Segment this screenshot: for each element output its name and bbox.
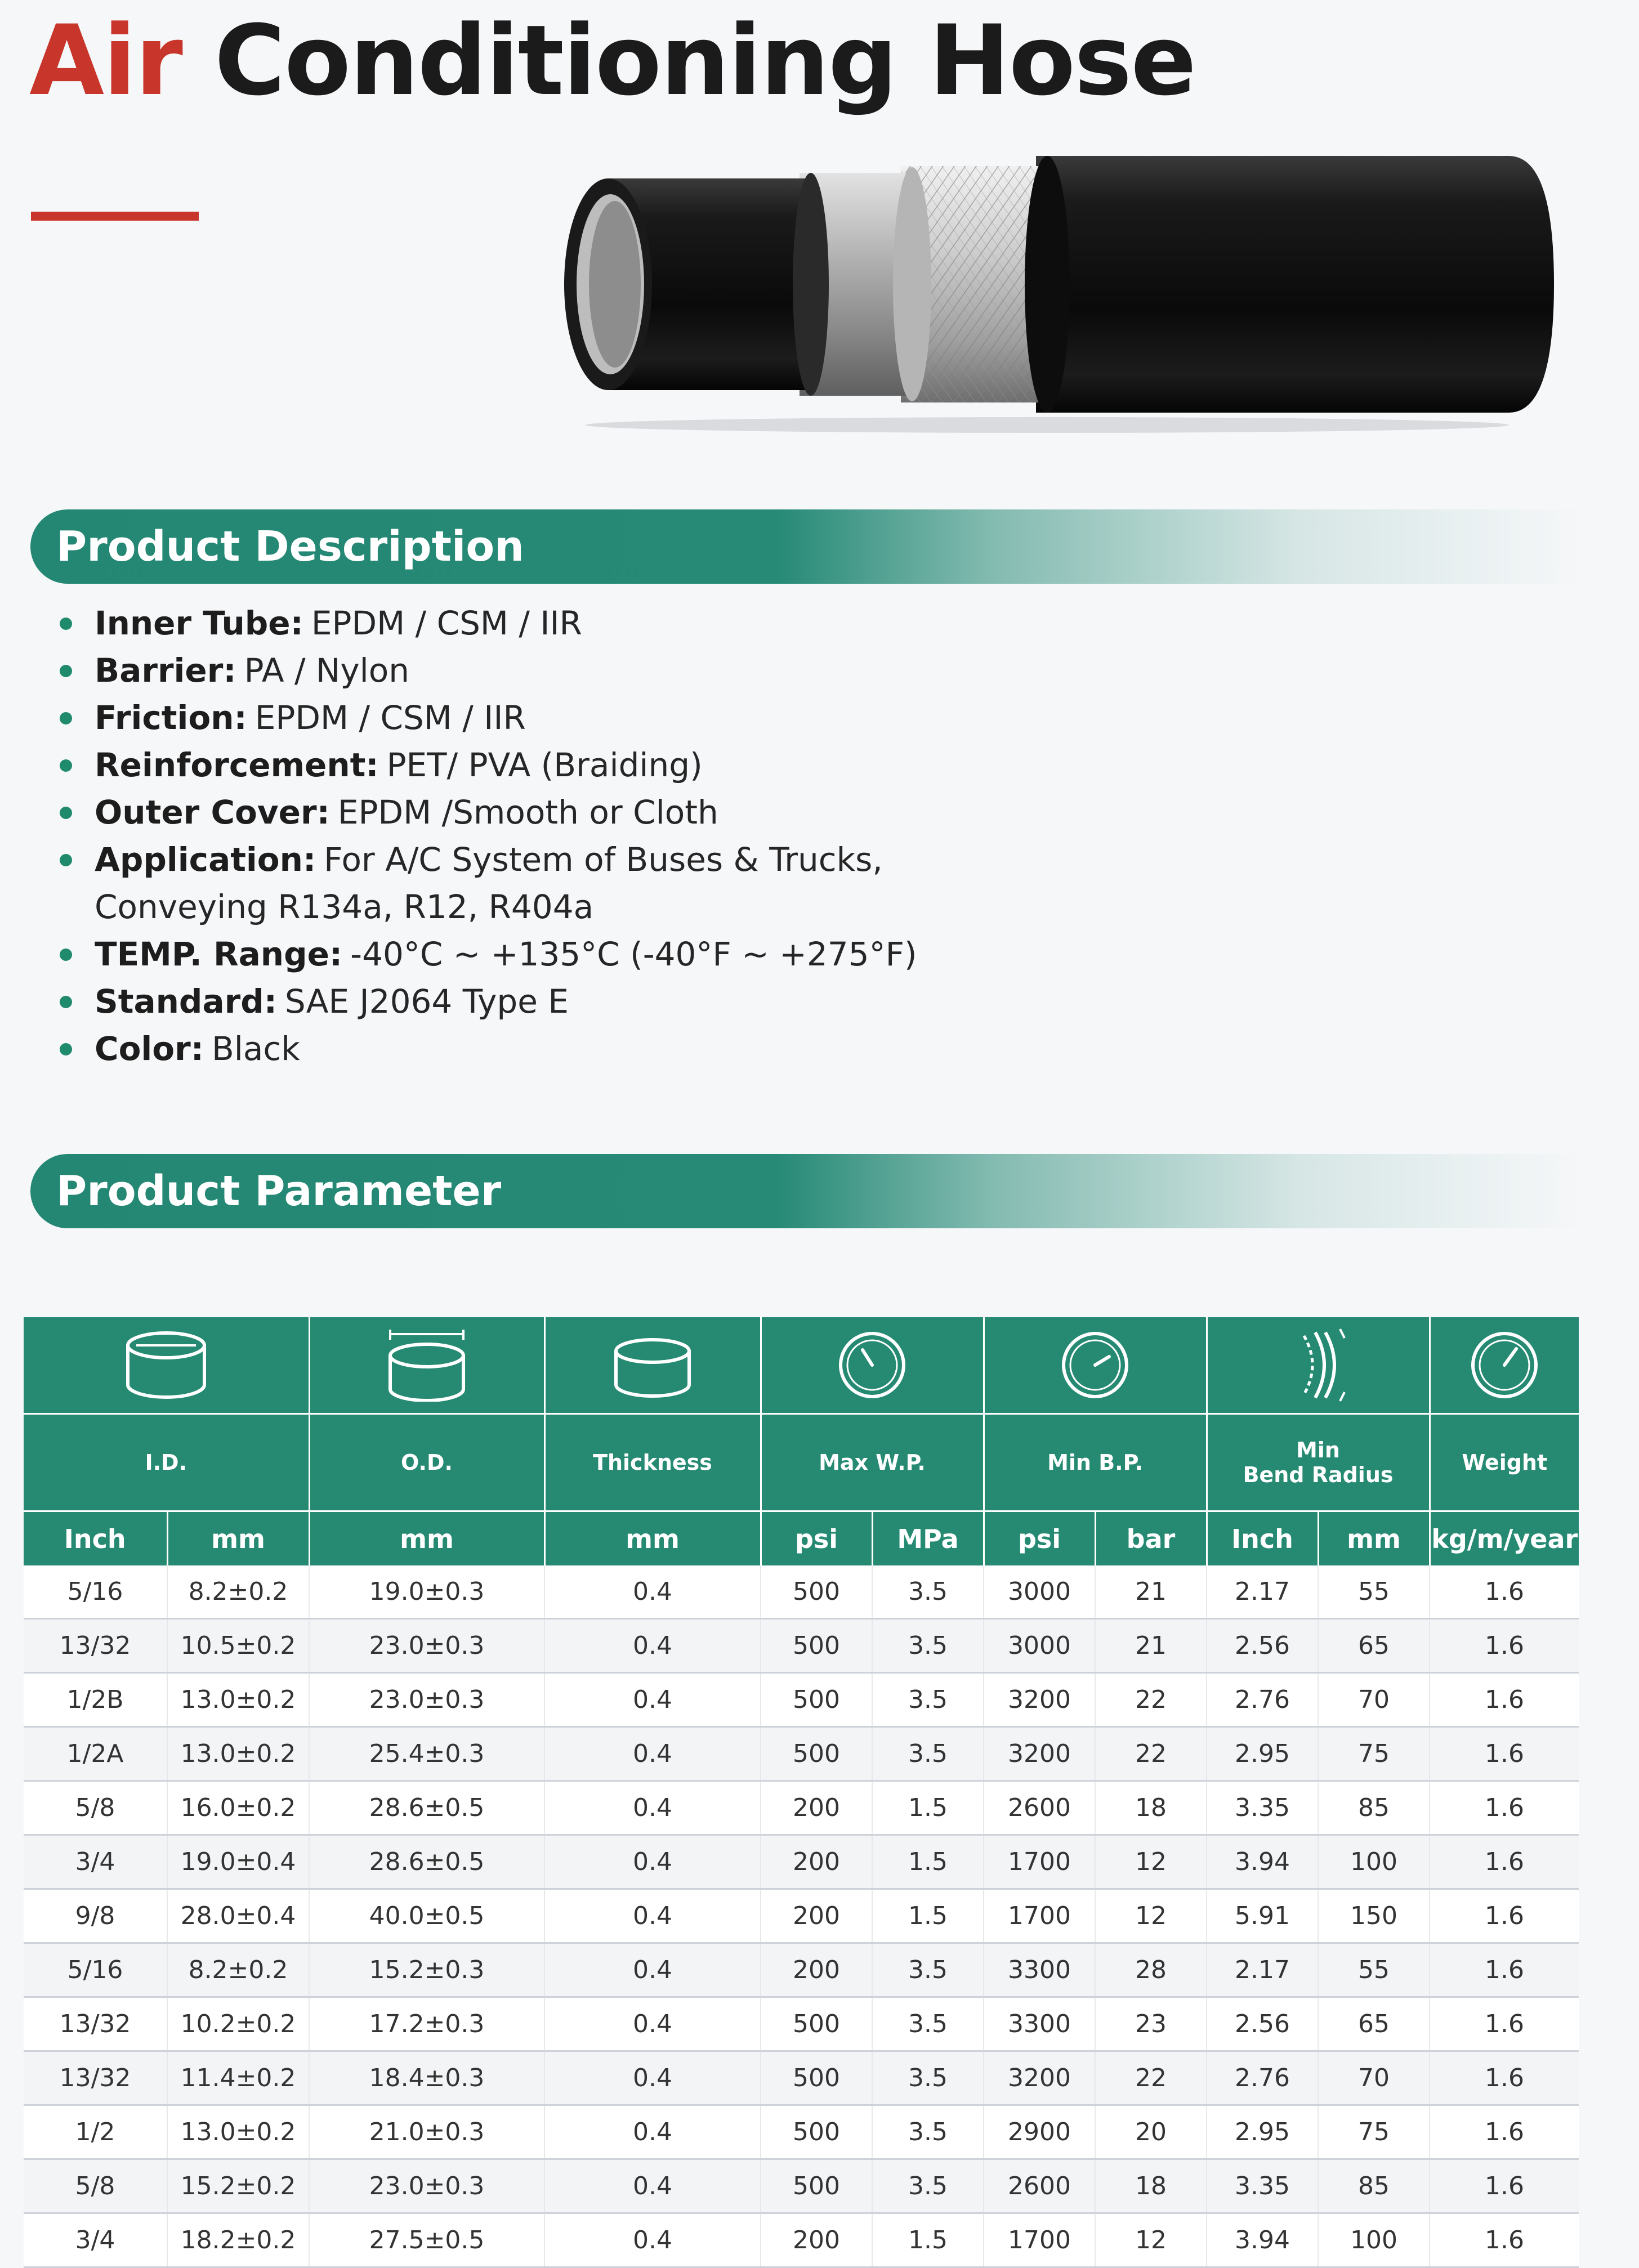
table-cell: 0.4 (544, 1835, 761, 1889)
table-cell: 5.91 (1207, 1889, 1318, 1943)
table-cell: 55 (1318, 1943, 1430, 1997)
list-item (56, 647, 1520, 694)
table-cell: 150 (1318, 1889, 1430, 1943)
table-cell: 18.2±0.2 (167, 2213, 309, 2267)
table-cell: 12 (1095, 1889, 1207, 1943)
bullet-icon (60, 1043, 72, 1055)
table-cell: 13/32 (24, 2051, 167, 2105)
table-cell: 3.35 (1207, 1781, 1318, 1835)
table-cell: 500 (761, 2105, 872, 2159)
item-label: Outer Cover: (95, 793, 330, 831)
table-row (24, 1781, 1579, 1835)
table-cell: 1.5 (872, 2213, 984, 2267)
table-cell: 200 (761, 2213, 872, 2267)
list-item (56, 694, 1520, 741)
table-cell: 22 (1095, 1727, 1207, 1781)
table-cell: 1.6 (1430, 1619, 1579, 1673)
item-label: TEMP. Range: (95, 935, 343, 973)
table-cell: 2.76 (1207, 2051, 1318, 2105)
table-cell: 1.5 (872, 1889, 984, 1943)
table-cell: 1/2B (24, 1673, 167, 1727)
unit-header: Inch (24, 1511, 167, 1566)
table-cell: 1.6 (1430, 1565, 1579, 1619)
table-cell: 10.5±0.2 (167, 1619, 309, 1673)
table-row (24, 1673, 1579, 1727)
table-cell: 200 (761, 1943, 872, 1997)
table-cell: 21.0±0.3 (309, 2105, 544, 2159)
unit-header: Inch (1207, 1511, 1318, 1566)
table-row (24, 2105, 1579, 2159)
table-cell: 12 (1095, 1835, 1207, 1889)
table-cell: 28.6±0.5 (309, 1835, 544, 1889)
table-cell: 65 (1318, 1619, 1430, 1673)
item-value: Black (211, 1030, 300, 1068)
table-cell: 23.0±0.3 (309, 1619, 544, 1673)
table-cell: 85 (1318, 2159, 1430, 2213)
table-cell: 500 (761, 1727, 872, 1781)
table-cell: 75 (1318, 1727, 1430, 1781)
section-banner-parameter (30, 1154, 1584, 1228)
table-cell: 1.6 (1430, 1727, 1579, 1781)
table-cell: 1.6 (1430, 1943, 1579, 1997)
table-cell: 13.0±0.2 (167, 2105, 309, 2159)
table-cell: 5/16 (24, 1943, 167, 1997)
item-label: Standard: (95, 982, 277, 1021)
title-main: Conditioning Hose (214, 4, 1196, 117)
table-cell: 1/2 (24, 2105, 167, 2159)
table-cell: 3/4 (24, 1835, 167, 1889)
table-row (24, 1835, 1579, 1889)
table-cell: 3000 (984, 1619, 1095, 1673)
title-accent: Air (29, 4, 182, 117)
table-cell: 500 (761, 1565, 872, 1619)
table-cell: 1700 (984, 1889, 1095, 1943)
table-cell: 3200 (984, 1727, 1095, 1781)
list-item (56, 931, 1520, 978)
table-cell: 1/2A (24, 1727, 167, 1781)
table-cell: 3.94 (1207, 1835, 1318, 1889)
table-cell: 1700 (984, 2213, 1095, 2267)
item-value: SAE J2064 Type E (284, 982, 569, 1021)
table-cell: 28.6±0.5 (309, 1781, 544, 1835)
list-item (56, 741, 1520, 789)
table-cell: 0.4 (544, 2159, 761, 2213)
table-cell: 3.94 (1207, 2213, 1318, 2267)
table-cell: 500 (761, 1997, 872, 2051)
table-cell: 5/8 (24, 2159, 167, 2213)
table-cell: 27.5±0.5 (309, 2213, 544, 2267)
table-cell: 500 (761, 2159, 872, 2213)
table-cell: 2900 (984, 2105, 1095, 2159)
table-cell: 1.6 (1430, 1835, 1579, 1889)
parameter-table (24, 1317, 1579, 2268)
table-cell: 1700 (984, 1835, 1095, 1889)
table-cell: 1.6 (1430, 2051, 1579, 2105)
wp-icon-cell (761, 1317, 984, 1414)
bend-icon-cell (1207, 1317, 1430, 1414)
table-cell: 3000 (984, 1565, 1095, 1619)
table-unit-header-row (24, 1511, 1579, 1566)
table-cell: 75 (1318, 2105, 1430, 2159)
bullet-icon (60, 854, 72, 866)
item-label: Friction: (95, 699, 247, 737)
table-row (24, 2159, 1579, 2213)
table-cell: 0.4 (544, 1781, 761, 1835)
list-item (56, 600, 1520, 647)
table-cell: 200 (761, 1889, 872, 1943)
table-cell: 5/8 (24, 1781, 167, 1835)
table-cell: 100 (1318, 2213, 1430, 2267)
table-cell: 65 (1318, 1997, 1430, 2051)
thickness-icon-cell (544, 1317, 761, 1414)
page-title (29, 5, 1195, 117)
table-cell: 2.17 (1207, 1943, 1318, 1997)
table-cell: 1.6 (1430, 1781, 1579, 1835)
table-cell: 16.0±0.2 (167, 1781, 309, 1835)
table-cell: 8.2±0.2 (167, 1943, 309, 1997)
table-cell: 55 (1318, 1565, 1430, 1619)
table-cell: 2.95 (1207, 1727, 1318, 1781)
table-cell: 2.56 (1207, 1997, 1318, 2051)
bullet-icon (60, 996, 72, 1008)
table-cell: 3.5 (872, 1997, 984, 2051)
bullet-icon (60, 665, 72, 677)
header-min-bp: Min B.P. (984, 1414, 1207, 1511)
table-cell: 19.0±0.4 (167, 1835, 309, 1889)
bp-icon-cell (984, 1317, 1207, 1414)
table-cell: 2.56 (1207, 1619, 1318, 1673)
table-cell: 200 (761, 1835, 872, 1889)
table-row (24, 2051, 1579, 2105)
bend-radius-icon (1281, 1326, 1355, 1404)
unit-header: psi (761, 1511, 872, 1566)
table-cell: 21 (1095, 1565, 1207, 1619)
table-cell: 22 (1095, 1673, 1207, 1727)
table-cell: 0.4 (544, 2105, 761, 2159)
table-cell: 2600 (984, 1781, 1095, 1835)
item-label: Color: (95, 1030, 204, 1068)
list-item (56, 789, 1520, 836)
item-value-continuation: Conveying R134a, R12, R404a (95, 888, 594, 926)
table-cell: 3.5 (872, 1673, 984, 1727)
table-cell: 0.4 (544, 1997, 761, 2051)
table-cell: 2.95 (1207, 2105, 1318, 2159)
table-cell: 15.2±0.2 (167, 2159, 309, 2213)
table-row (24, 1997, 1579, 2051)
table-cell: 13.0±0.2 (167, 1673, 309, 1727)
table-cell: 23 (1095, 1997, 1207, 2051)
table-cell: 1.6 (1430, 1889, 1579, 1943)
table-cell: 0.4 (544, 1619, 761, 1673)
section-banner-description (30, 509, 1584, 584)
header-max-wp: Max W.P. (761, 1414, 984, 1511)
unit-header: mm (309, 1511, 544, 1566)
unit-header: mm (167, 1511, 309, 1566)
table-cell: 9/8 (24, 1889, 167, 1943)
table-cell: 1.6 (1430, 2105, 1579, 2159)
table-cell: 85 (1318, 1781, 1430, 1835)
table-cell: 12 (1095, 2213, 1207, 2267)
header-bend-radius-label: Bend Radius (1243, 1462, 1394, 1487)
item-label: Inner Tube: (95, 604, 303, 642)
table-cell: 22 (1095, 2051, 1207, 2105)
table-cell: 11.4±0.2 (167, 2051, 309, 2105)
table-cell: 28.0±0.4 (167, 1889, 309, 1943)
item-value: -40°C ~ +135°C (-40°F ~ +275°F) (350, 935, 917, 973)
title-underline (31, 212, 199, 221)
table-cell: 3.5 (872, 2105, 984, 2159)
weight-icon-cell (1430, 1317, 1579, 1414)
table-cell: 0.4 (544, 1673, 761, 1727)
table-cell: 3.35 (1207, 2159, 1318, 2213)
unit-header: kg/m/year (1430, 1511, 1579, 1566)
table-cell: 20 (1095, 2105, 1207, 2159)
table-cell: 500 (761, 1673, 872, 1727)
table-cell: 500 (761, 1619, 872, 1673)
list-item (56, 1025, 1520, 1072)
bullet-icon (60, 712, 72, 724)
table-cell: 2.17 (1207, 1565, 1318, 1619)
thickness-cylinder-icon (610, 1328, 695, 1402)
id-icon-cell (24, 1317, 309, 1414)
table-row (24, 1727, 1579, 1781)
table-cell: 70 (1318, 1673, 1430, 1727)
description-list (56, 600, 1520, 1072)
header-id: I.D. (24, 1414, 309, 1511)
table-row (24, 1943, 1579, 1997)
table-row (24, 1889, 1579, 1943)
item-value: EPDM / CSM / IIR (311, 604, 582, 642)
table-cell: 0.4 (544, 2213, 761, 2267)
bullet-icon (60, 807, 72, 819)
table-cell: 3.5 (872, 1565, 984, 1619)
table-cell: 1.6 (1430, 1997, 1579, 2051)
section-title-description: Product Description (56, 522, 524, 571)
item-value: EPDM /Smooth or Cloth (337, 793, 718, 831)
unit-header: mm (1318, 1511, 1430, 1566)
table-cell: 2600 (984, 2159, 1095, 2213)
table-cell: 3.5 (872, 2051, 984, 2105)
table-cell: 23.0±0.3 (309, 1673, 544, 1727)
table-cell: 0.4 (544, 1727, 761, 1781)
item-label: Reinforcement: (95, 746, 379, 784)
table-cell: 18 (1095, 1781, 1207, 1835)
table-cell: 40.0±0.5 (309, 1889, 544, 1943)
table-cell: 200 (761, 1781, 872, 1835)
item-value: PET/ PVA (Braiding) (386, 746, 703, 784)
table-cell: 3200 (984, 1673, 1095, 1727)
table-cell: 1.6 (1430, 1673, 1579, 1727)
table-cell: 70 (1318, 2051, 1430, 2105)
od-icon-cell (309, 1317, 544, 1414)
header-weight: Weight (1430, 1414, 1579, 1511)
table-cell: 25.4±0.3 (309, 1727, 544, 1781)
table-cell: 5/16 (24, 1565, 167, 1619)
unit-header: bar (1095, 1511, 1207, 1566)
table-cell: 3200 (984, 2051, 1095, 2105)
table-cell: 19.0±0.3 (309, 1565, 544, 1619)
table-cell: 17.2±0.3 (309, 1997, 544, 2051)
table-cell: 18.4±0.3 (309, 2051, 544, 2105)
table-cell: 1.6 (1430, 2159, 1579, 2213)
table-cell: 3.5 (872, 1943, 984, 1997)
table-cell: 3300 (984, 1997, 1095, 2051)
table-cell: 0.4 (544, 1943, 761, 1997)
table-cell: 0.4 (544, 2051, 761, 2105)
id-cylinder-icon (124, 1328, 208, 1402)
list-item (56, 836, 1520, 931)
item-value: PA / Nylon (244, 651, 410, 690)
table-row (24, 2213, 1579, 2267)
table-group-header-row (24, 1414, 1579, 1511)
table-icon-row (24, 1317, 1579, 1414)
item-label: Application: (95, 840, 316, 879)
section-title-parameter: Product Parameter (56, 1167, 502, 1215)
table-cell: 2.76 (1207, 1673, 1318, 1727)
table-cell: 3.5 (872, 2159, 984, 2213)
table-body (24, 1565, 1579, 2267)
table-cell: 21 (1095, 1619, 1207, 1673)
table-cell: 8.2±0.2 (167, 1565, 309, 1619)
table-cell: 1.5 (872, 1781, 984, 1835)
unit-header: MPa (872, 1511, 984, 1566)
table-cell: 500 (761, 2051, 872, 2105)
bullet-icon (60, 759, 72, 772)
table-cell: 3/4 (24, 2213, 167, 2267)
list-item (56, 978, 1520, 1025)
burst-gauge-icon (1059, 1328, 1132, 1402)
item-value: For A/C System of Buses & Trucks, (324, 840, 883, 879)
bullet-icon (60, 618, 72, 630)
bullet-icon (60, 949, 72, 961)
table-cell: 0.4 (544, 1565, 761, 1619)
table-cell: 15.2±0.3 (309, 1943, 544, 1997)
od-cylinder-icon (385, 1328, 469, 1402)
weight-gauge-icon (1468, 1328, 1541, 1402)
table-row (24, 1565, 1579, 1619)
table-cell: 3.5 (872, 1727, 984, 1781)
table-cell: 18 (1095, 2159, 1207, 2213)
item-value: EPDM / CSM / IIR (254, 699, 526, 737)
header-bend-radius (1207, 1414, 1430, 1511)
table-cell: 23.0±0.3 (309, 2159, 544, 2213)
pressure-gauge-icon (836, 1328, 909, 1402)
table-cell: 3300 (984, 1943, 1095, 1997)
hose-illustration (552, 144, 1565, 436)
table-cell: 13.0±0.2 (167, 1727, 309, 1781)
table-cell: 0.4 (544, 1889, 761, 1943)
table-cell: 1.5 (872, 1835, 984, 1889)
table-cell: 28 (1095, 1943, 1207, 1997)
unit-header: psi (984, 1511, 1095, 1566)
header-bend-min: Min (1296, 1438, 1340, 1462)
table-cell: 100 (1318, 1835, 1430, 1889)
table-row (24, 1619, 1579, 1673)
header-thickness: Thickness (544, 1414, 761, 1511)
unit-header: mm (544, 1511, 761, 1566)
table-cell: 3.5 (872, 1619, 984, 1673)
table-cell: 13/32 (24, 1997, 167, 2051)
table-cell: 1.6 (1430, 2213, 1579, 2267)
header-od: O.D. (309, 1414, 544, 1511)
item-label: Barrier: (95, 651, 236, 690)
table-cell: 13/32 (24, 1619, 167, 1673)
table-cell: 10.2±0.2 (167, 1997, 309, 2051)
